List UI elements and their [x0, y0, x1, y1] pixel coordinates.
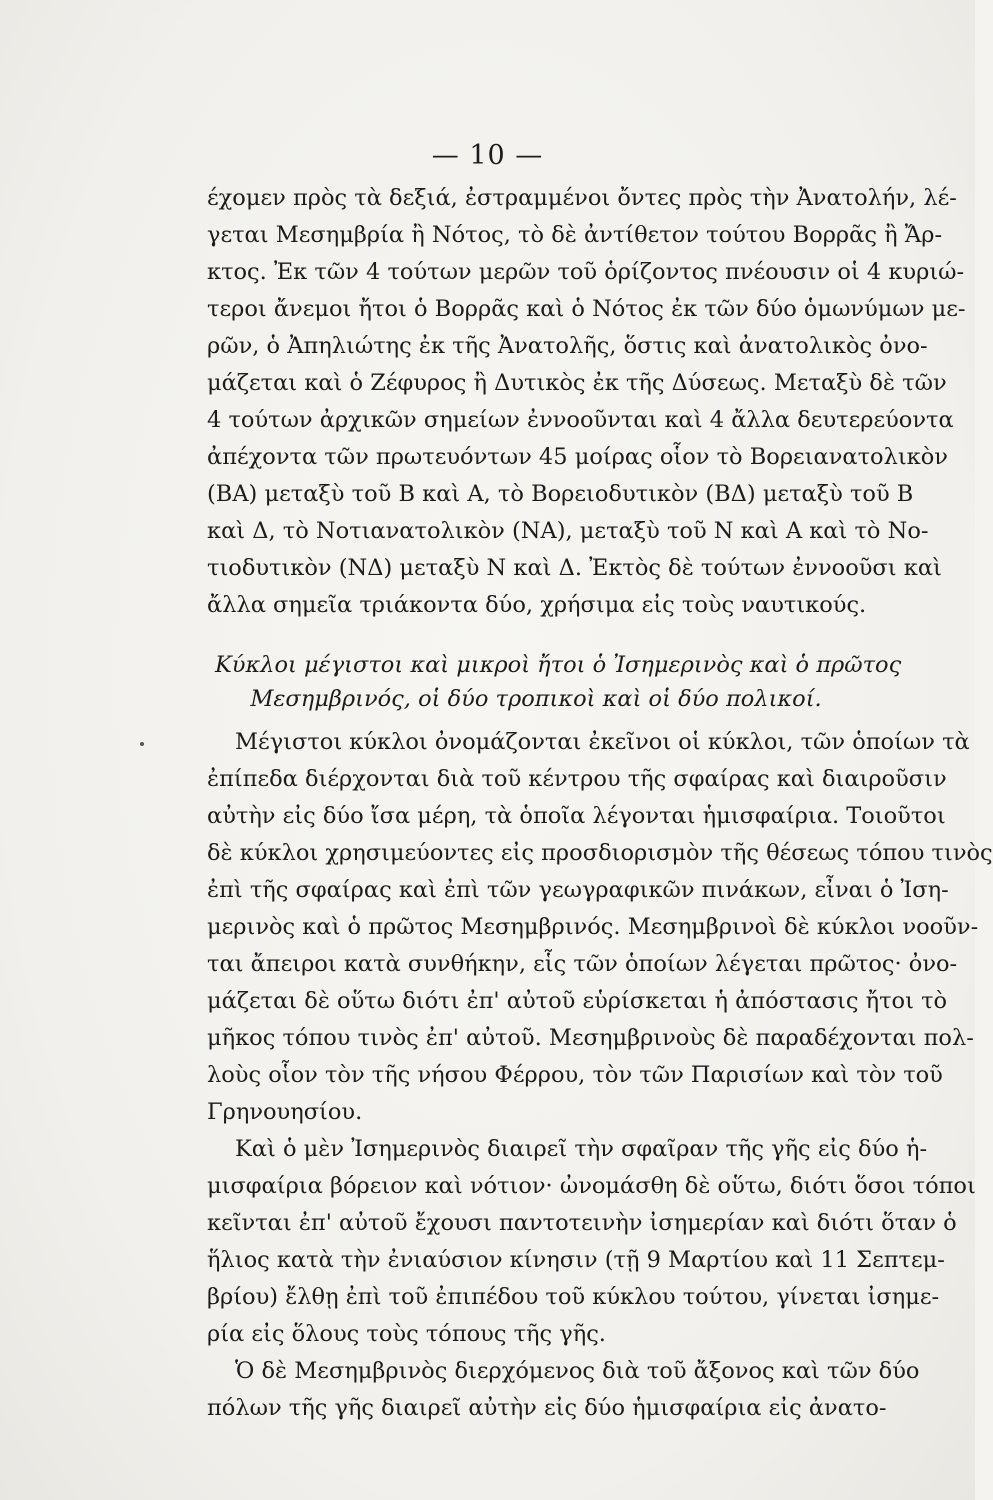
- text-line: Γρηνουησίου.: [207, 1099, 363, 1125]
- paragraph-3: [207, 1131, 976, 1353]
- text-line: μάζεται δὲ οὕτω διότι ἐπ' αὐτοῦ εὑρίσκεται ἡ ἀπόστασις ἤτοι τὸ: [207, 988, 948, 1014]
- text-line: δὲ κύκλοι χρησιμεύοντες εἰς προσδιορισμὸν τῆς θέσεως τόπου τινὸς: [207, 840, 993, 866]
- section-heading-line-2: Μεσημβρινός, οἱ δύο τροπικοὶ καὶ οἱ δύο πολικοί.: [250, 686, 822, 712]
- text-line: ρῶν, ὁ Ἀπηλιώτης ἐκ τῆς Ἀνατολῆς, ὅστις καὶ ἀνατολικὸς ὀνο-: [207, 333, 928, 359]
- section-heading-line-1: Κύκλοι μέγιστοι καὶ μικροὶ ἤτοι ὁ Ἰσημερινὸς καὶ ὁ πρῶτος: [215, 652, 902, 678]
- text-line: (ΒΑ) μεταξὺ τοῦ Β καὶ Α, τὸ Βορειοδυτικὸν (ΒΔ) μεταξὺ τοῦ Β: [207, 481, 914, 507]
- text-line: ἐπὶ τῆς σφαίρας καὶ ἐπὶ τῶν γεωγραφικῶν πινάκων, εἶναι ὁ Ἰση-: [207, 877, 949, 903]
- text-line: Ὁ δὲ Μεσημβρινὸς διερχόμενος διὰ τοῦ ἄξονος καὶ τῶν δύο: [235, 1358, 920, 1384]
- text-line: ἄλλα σημεῖα τριάκοντα δύο, χρήσιμα εἰς τοὺς ναυτικούς.: [207, 592, 867, 618]
- text-line: κτος. Ἐκ τῶν 4 τούτων μερῶν τοῦ ὁρίζοντος πνέουσιν οἱ 4 κυριώ-: [207, 259, 965, 285]
- paragraph-1: [207, 180, 966, 624]
- text-line: έχομεν πρὸς τὰ δεξιά, ἐστραμμένοι ὄντες πρὸς τὴν Ἀνατολήν, λέ-: [207, 185, 957, 211]
- text-line: λοὺς οἷον τὸν τῆς νήσου Φέρρου, τὸν τῶν Παρισίων καὶ τὸν τοῦ: [207, 1062, 943, 1088]
- text-line: ἀπέχοντα τῶν πρωτευόντων 45 μοίρας οἷον τὸ Βορειανατολικὸν: [207, 444, 948, 470]
- text-line: ρία εἰς ὅλους τοὺς τόπους τῆς γῆς.: [207, 1321, 606, 1347]
- text-line: ται ἄπειροι κατὰ συνθήκην, εἷς τῶν ὁποίων λέγεται πρῶτος· ὀνο-: [207, 951, 958, 977]
- text-line: μῆκος τόπου τινὸς ἐπ' αὐτοῦ. Μεσημβρινοὺς δὲ παραδέχονται πολ-: [207, 1025, 974, 1051]
- text-line: τιοδυτικὸν (ΝΔ) μεταξὺ Ν καὶ Δ. Ἐκτὸς δὲ τούτων ἐννοοῦσι καὶ: [207, 555, 942, 581]
- text-line: ἐπίπεδα διέρχονται διὰ τοῦ κέντρου τῆς σφαίρας καὶ διαιροῦσιν: [207, 766, 947, 792]
- text-line: ἥλιος κατὰ τὴν ἐνιαύσιον κίνησιν (τῇ 9 Μαρτίου καὶ 11 Σεπτεμ-: [207, 1247, 945, 1273]
- page-number: — 10 —: [431, 140, 544, 171]
- paragraph-2: [207, 724, 993, 1131]
- text-line: βρίου) ἔλθῃ ἐπὶ τοῦ ἐπιπέδου τοῦ κύκλου τούτου, γίνεται ἰσημε-: [207, 1284, 940, 1310]
- text-line: γεται Μεσημβρία ἢ Νότος, τὸ δὲ ἀντίθετον τούτου Βορρᾶς ἢ Ἄρ-: [207, 222, 943, 248]
- body-text: [207, 180, 993, 1427]
- margin-speck: [140, 742, 144, 746]
- text-line: μισφαίρια βόρειον καὶ νότιον· ὠνομάσθη δὲ οὕτω, διότι ὅσοι τόποι: [207, 1173, 976, 1199]
- text-line: Καὶ ὁ μὲν Ἰσημερινὸς διαιρεῖ τὴν σφαῖραν τῆς γῆς εἰς δύο ἡ-: [235, 1136, 928, 1162]
- text-line: μάζεται καὶ ὁ Ζέφυρος ἢ Δυτικὸς ἐκ τῆς Δύσεως. Μεταξὺ δὲ τῶν: [207, 370, 947, 396]
- text-line: μερινὸς καὶ ὁ πρῶτος Μεσημβρινός. Μεσημβρινοὶ δὲ κύκλοι νοοῦν-: [207, 914, 979, 940]
- text-line: τεροι ἄνεμοι ἤτοι ὁ Βορρᾶς καὶ ὁ Νότος ἐκ τῶν δύο ὁμωνύμων με-: [207, 296, 966, 322]
- text-line: πόλων τῆς γῆς διαιρεῖ αὐτὴν εἰς δύο ἡμισφαίρια εἰς ἀνατο-: [207, 1395, 887, 1421]
- paragraph-4: [207, 1353, 920, 1427]
- text-line: κεῖνται ἐπ' αὐτοῦ ἔχουσι παντοτεινὴν ἰσημερίαν καὶ διότι ὅταν ὁ: [207, 1210, 957, 1236]
- text-line: Μέγιστοι κύκλοι ὀνομάζονται ἐκεῖνοι οἱ κύκλοι, τῶν ὁποίων τὰ: [235, 729, 970, 755]
- text-line: αὐτὴν εἰς δύο ἴσα μέρη, τὰ ὁποῖα λέγονται ἡμισφαίρια. Τοιοῦτοι: [207, 803, 946, 829]
- text-line: 4 τούτων ἀρχικῶν σημείων ἐννοοῦνται καὶ 4 ἄλλα δευτερεύοντα: [207, 407, 954, 433]
- text-line: καὶ Δ, τὸ Νοτιανατολικὸν (ΝΑ), μεταξὺ τοῦ Ν καὶ Α καὶ τὸ Νο-: [207, 518, 929, 544]
